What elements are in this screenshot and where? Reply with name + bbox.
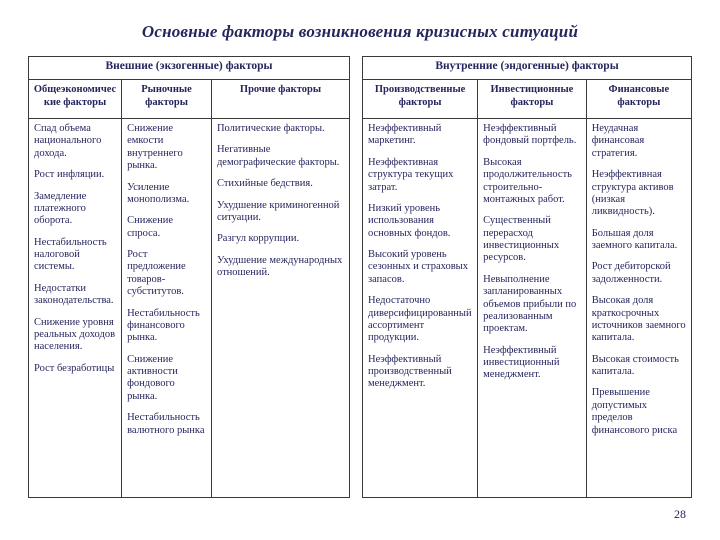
factor-item: Негативные демографические факторы. (216, 144, 340, 168)
factor-item: Большая доля заемного капитала. (591, 227, 678, 251)
factor-item: Усиление монополизма. (127, 181, 190, 205)
factor-item: Ухудшение международных отношений. (216, 254, 343, 278)
factor-item: Неэффективный инвестиционный менеджмент. (483, 344, 560, 381)
factor-item: Неэффективный маркетинг. (368, 123, 442, 147)
external-group-header: Внешние (экзогенные) факторы (29, 57, 350, 80)
factor-item: Разгул коррупции. (216, 233, 300, 245)
column-header-investment: Инвестиционные факторы (478, 80, 587, 119)
page-number: 28 (674, 507, 686, 521)
factor-item: Неэффективная структура активов (низкая ликвидность). (591, 169, 674, 218)
factor-item: Высокая продолжительность строительно-монтажных работ. (483, 156, 572, 205)
column-header-market: Рыночные факторы (122, 80, 212, 119)
factor-item: Существенный перерасход инвестиционных ресурсов. (483, 215, 560, 264)
tables-container (28, 56, 692, 498)
factor-item: Неэффективный фондовый портфель. (483, 123, 577, 147)
factor-item: Превышение допустимых пределов финансового риска (591, 387, 678, 436)
factor-item: Невыполнение запланированных объемов прибыли по реализованным проектам. (483, 273, 577, 335)
factor-item: Недостатки законодательства. (34, 282, 114, 307)
factor-cell-production (363, 119, 478, 498)
page-title: Основные факторы возникновения кризисных ситуаций (141, 22, 579, 41)
factor-item: Недостаточно диверсифицированный ассортимент продукции. (368, 295, 472, 344)
internal-factors-table (362, 56, 692, 498)
column-header-other: Прочие факторы (211, 80, 349, 119)
factor-cell-market (122, 119, 212, 498)
column-header-production: Производственные факторы (363, 80, 478, 119)
factor-item: Нестабильность финансового рынка. (127, 307, 200, 344)
factor-item: Снижение уровня реальных доходов населения. (34, 316, 116, 353)
external-factors-table (28, 56, 350, 498)
factor-item: Высокая стоимость капитала. (591, 353, 679, 377)
factor-item: Рост безработицы (34, 362, 115, 374)
factor-item: Неэффективная структура текущих затрат. (368, 156, 454, 193)
factor-item: Рост инфляции. (34, 169, 105, 181)
internal-group-header: Внутренние (эндогенные) факторы (363, 57, 692, 80)
factor-cell-financial (586, 119, 691, 498)
column-header-financial: Финансовые факторы (586, 80, 691, 119)
factor-item: Замедление платежного оборота. (34, 190, 87, 227)
factor-item: Неудачная финансовая стратегия. (591, 123, 645, 159)
factor-item: Высокий уровень сезонных и страховых запасов. (368, 249, 468, 285)
factor-item: Политические факторы. (216, 123, 325, 134)
factor-item: Рост дебиторской задолженности. (591, 261, 671, 285)
factor-item: Снижение спроса. (127, 215, 173, 239)
factor-item: Рост предложение товаров-субститутов. (127, 249, 186, 298)
column-header-general-economic: Общеэкономические факторы (29, 80, 122, 119)
factor-item: Нестабильность валютного рынка (127, 412, 205, 436)
factor-item: Стихийные бедствия. (216, 178, 313, 190)
factor-item: Низкий уровень использования основных фондов. (368, 202, 451, 239)
factor-cell-general-economic (29, 119, 122, 498)
factor-item: Ухудшение криминогенной ситуации. (216, 199, 340, 223)
factor-item: Нестабильность налоговой системы. (34, 236, 107, 273)
factor-cell-other (211, 119, 349, 498)
factor-item: Снижение емкости внутреннего рынка. (127, 123, 183, 172)
factor-cell-investment (478, 119, 587, 498)
factor-item: Высокая доля краткосрочных источников заемного капитала. (591, 295, 686, 344)
factor-item: Неэффективный производственный менеджмент. (368, 353, 452, 390)
factor-item: Снижение активности фондового рынка. (127, 353, 178, 402)
factor-item: Спад объема национального дохода. (34, 123, 102, 159)
